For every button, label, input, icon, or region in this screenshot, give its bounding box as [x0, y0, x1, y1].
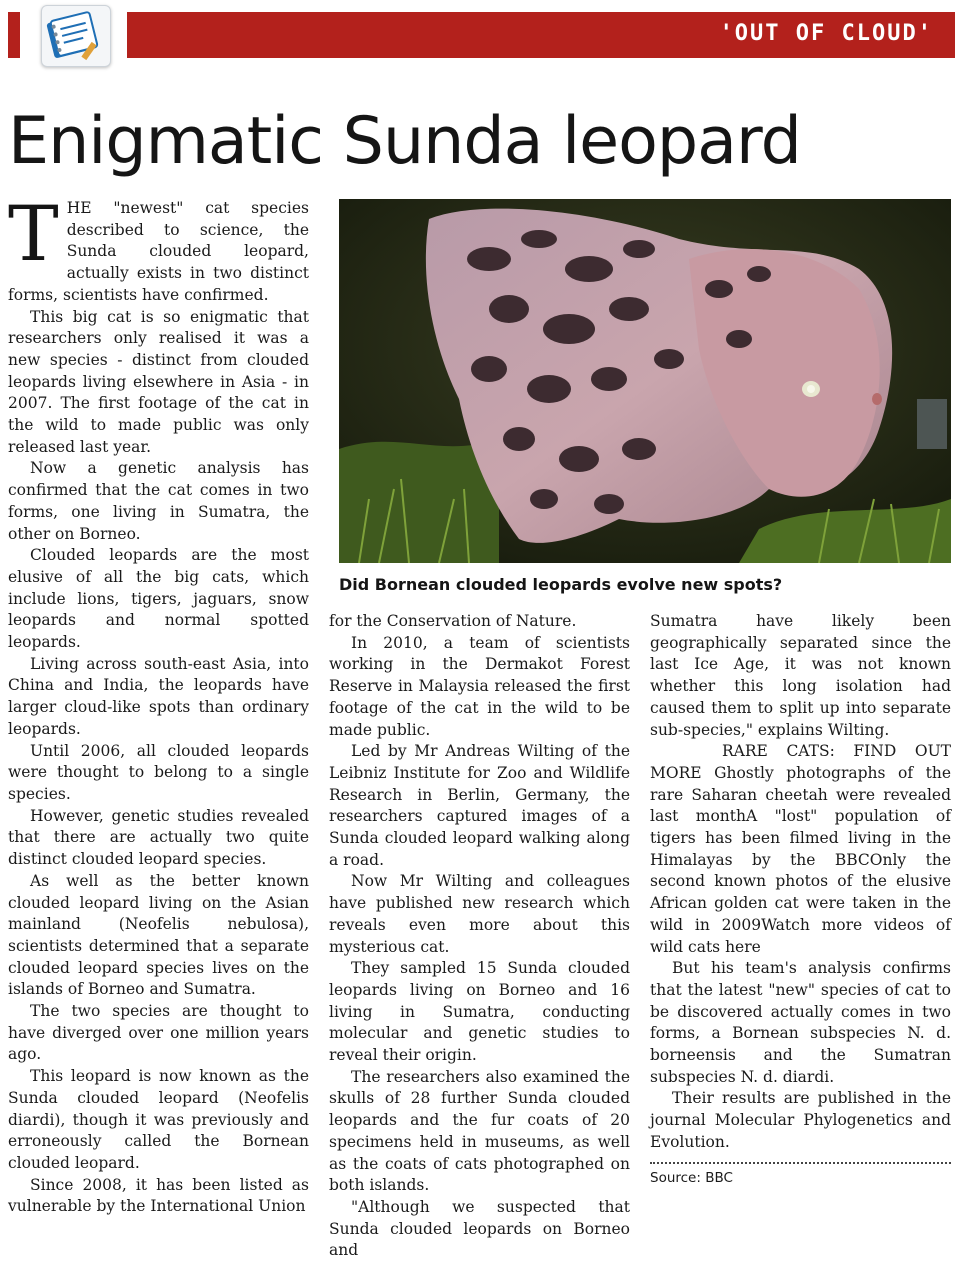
- lead-paragraph: THE "newest" cat species described to science, the Sunda clouded leopard, actually exists in two distinct forms, scientists have confirmed.: [8, 189, 309, 304]
- article-column-1: [8, 189, 309, 1218]
- paragraph: Since 2008, it has been listed as vulnerable by the International Union: [8, 1175, 309, 1216]
- paragraph: Led by Mr Andreas Wilting of the Leibniz Institute for Zoo and Wildlife Research in Berlin, Germany, the researchers captured images of a Sunda clouded leopard walking along a road.: [329, 742, 630, 869]
- paragraph: The two species are thought to have diverged over one million years ago.: [8, 1002, 309, 1064]
- paragraph: Until 2006, all clouded leopards were thought to belong to a single species.: [8, 741, 309, 803]
- paragraph: In 2010, a team of scientists working in the Dermakot Forest Reserve in Malaysia released the first footage of the cat in the wild to be made public.: [329, 633, 630, 739]
- drop-cap: T: [8, 189, 59, 278]
- paragraph: Now Mr Wilting and colleagues have published new research which reveals even more about this mysterious cat.: [329, 872, 630, 956]
- paragraph: Sumatra have likely been geographically separated since the last Ice Age, it was not known whether this long isolation had caused them to split up into separate sub-species," explains Wilting.: [650, 612, 951, 739]
- divider: [650, 1162, 951, 1164]
- paragraph: But his team's analysis confirms that the latest "new" species of cat to be discovered actually comes in two forms, a Bornean subspecies N. d. borneensis and the Sumatran subspecies N. d. diardi.: [650, 959, 951, 1086]
- header-bar: [127, 12, 955, 58]
- paragraph: However, genetic studies revealed that there are actually two quite distinct clouded leopard species.: [8, 806, 309, 869]
- paragraph: Now a genetic analysis has confirmed that the cat comes in two forms, one living in Sumatra, the other on Borneo.: [8, 459, 309, 543]
- article-column-3: [650, 611, 951, 1188]
- paragraph: As well as the better known clouded leopard living on the Asian mainland (Neofelis nebulosa), scientists determined that a separate clouded leopard species lives on the islands of Borneo and Sumatra.: [8, 871, 309, 999]
- notebook-icon: [41, 5, 111, 67]
- source-credit: Source: BBC: [650, 1169, 733, 1186]
- paragraph: This big cat is so enigmatic that researchers only realised it was a new species - distinct from clouded leopards living elsewhere in Asia - in 2007. The first footage of the cat in the wild to made public was only released last year.: [8, 307, 309, 456]
- paragraph: "Although we suspected that Sunda clouded leopards on Borneo and: [329, 1197, 630, 1260]
- sidebar-links: RARE CATS: FIND OUT MORE Ghostly photographs of the rare Saharan cheetah were revealed last monthA "lost" population of tigers has been filmed living in the Himalayas by the BBCOnly the second known photos of the elusive African golden cat were taken in the wild in 2009Watch more videos of wild cats here: [650, 742, 951, 956]
- article-column-2: [329, 611, 630, 1262]
- leopard-photo: [339, 199, 951, 563]
- paragraph: for the Conservation of Nature.: [329, 612, 577, 630]
- header-accent-block: [8, 12, 20, 58]
- paragraph: They sampled 15 Sunda clouded leopards living on Borneo and 16 living in Sumatra, conducting molecular and genetic studies to reveal their origin.: [329, 959, 630, 1065]
- photo-caption: Did Bornean clouded leopards evolve new spots?: [339, 575, 783, 594]
- paragraph: Living across south-east Asia, into China and India, the leopards have larger cloud-like spots than ordinary leopards.: [8, 654, 309, 738]
- headline: Enigmatic Sunda leopard: [8, 104, 801, 179]
- paragraph: This leopard is now known as the Sunda clouded leopard (Neofelis diardi), though it was previously and erroneously called the Bornean clouded leopard.: [8, 1067, 309, 1172]
- section-label: 'OUT OF CLOUD': [719, 21, 933, 46]
- paragraph: The researchers also examined the skulls of 28 further Sunda clouded leopards and the fur coats of 20 specimens held in museums, as well as the coats of cats photographed on both islands.: [329, 1067, 630, 1195]
- paragraph: Clouded leopards are the most elusive of all the big cats, which include lions, tigers, jaguars, snow leopards and normal spotted leopards.: [8, 546, 309, 652]
- paragraph: Their results are published in the journal Molecular Phylogenetics and Evolution.: [650, 1089, 951, 1151]
